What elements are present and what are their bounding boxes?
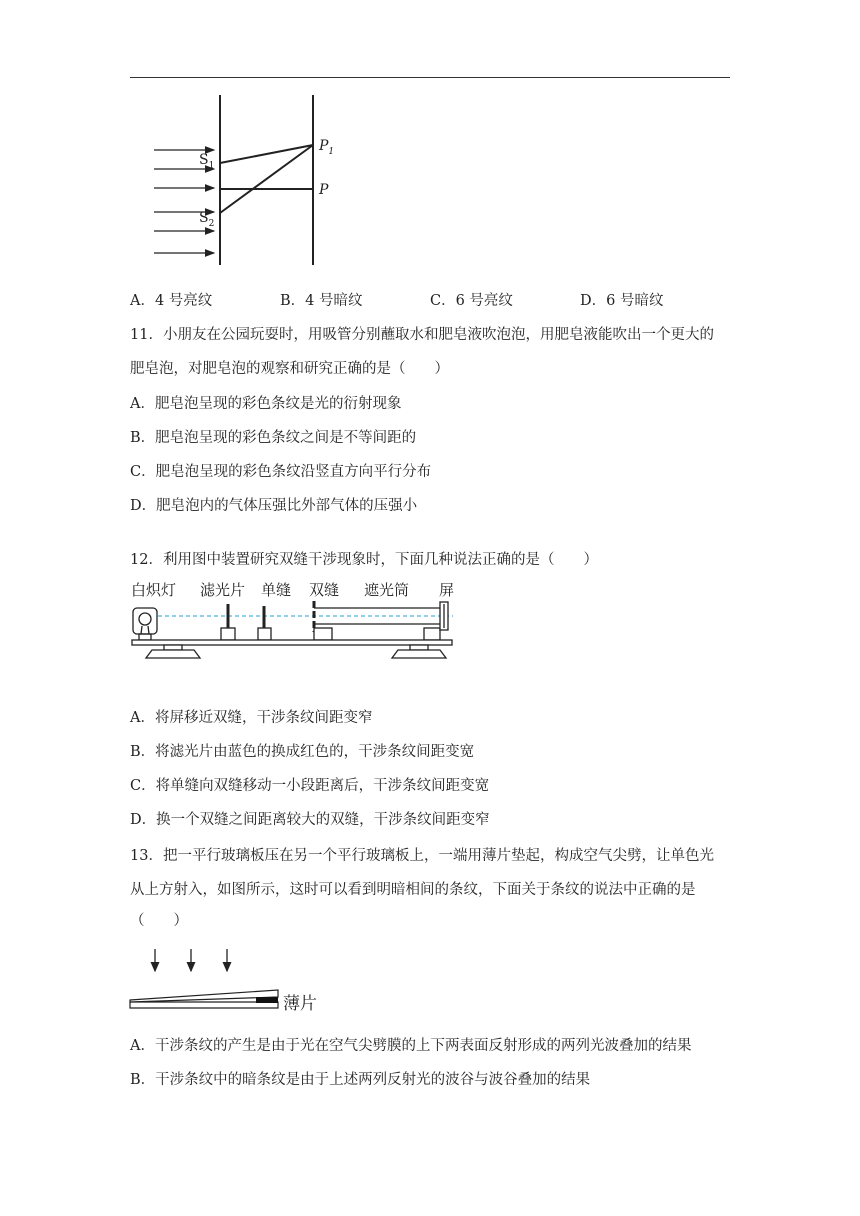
svg-text:S2: $S_2$ — [199, 210, 215, 229]
q10-option-d[interactable]: D．6 号暗纹 — [580, 293, 664, 309]
q10-option-c[interactable]: C．6 号亮纹 — [430, 293, 513, 309]
glass-plates — [130, 990, 278, 1008]
q11-option-c[interactable]: C．肥皂泡呈现的彩色条纹沿竖直方向平行分布 — [130, 464, 432, 480]
q11-option-b[interactable]: B．肥皂泡呈现的彩色条纹之间是不等间距的 — [130, 430, 417, 446]
q11-option-a[interactable]: A．肥皂泡呈现的彩色条纹是光的衍射现象 — [130, 396, 402, 412]
q10-option-b[interactable]: B．4 号暗纹 — [280, 293, 363, 309]
q12-option-c[interactable]: C．将单缝向双缝移动一小段距离后，干涉条纹间距变宽 — [130, 778, 490, 794]
svg-text:白炽灯: 白炽灯 — [131, 581, 177, 599]
light-shield-tube — [314, 601, 440, 640]
q10-option-a[interactable]: A．4 号亮纹 — [130, 293, 213, 309]
svg-text:P: P — [319, 182, 329, 198]
svg-text:滤光片: 滤光片 — [200, 581, 246, 599]
svg-text:薄片: 薄片 — [283, 994, 317, 1014]
svg-text:屏: 屏 — [439, 581, 455, 599]
filter-holder — [221, 604, 235, 640]
thin-sheet — [256, 997, 278, 1003]
air-wedge-diagram — [128, 945, 358, 1020]
svg-text:P1: $P_1$ — [319, 138, 335, 157]
q11-option-d[interactable]: D．肥皂泡内的气体压强比外部气体的压强小 — [130, 498, 418, 514]
light-paths — [220, 145, 313, 213]
double-slit-apparatus-diagram — [128, 578, 460, 662]
q13-stem-line-1: 13．把一平行玻璃板压在另一个平行玻璃板上，一端用薄片垫起，构成空气尖劈，让单色光 — [130, 848, 714, 864]
svg-text:S1: $S_1$ — [199, 152, 215, 171]
q13-stem-line-2: 从上方射入，如图所示，这时可以看到明暗相间的条纹，下面关于条纹的说法中正确的是 — [130, 882, 696, 898]
q12-option-a[interactable]: A．将屏移近双缝，干涉条纹间距变窄 — [130, 710, 373, 726]
svg-text:双缝: 双缝 — [309, 581, 340, 599]
optical-rail — [132, 640, 452, 658]
q12-option-b[interactable]: B．将滤光片由蓝色的换成红色的，干涉条纹间距变宽 — [130, 744, 475, 760]
single-slit-holder — [258, 606, 271, 640]
q12-option-d[interactable]: D．换一个双缝之间距离较大的双缝，干涉条纹间距变窄 — [130, 812, 490, 828]
header-rule — [130, 77, 730, 78]
svg-text:遮光筒: 遮光筒 — [364, 581, 410, 599]
svg-text:单缝: 单缝 — [261, 581, 292, 599]
double-slit-diagram — [148, 95, 358, 270]
q11-stem-line-2: 肥皂泡，对肥皂泡的观察和研究正确的是（ ） — [130, 361, 449, 377]
q11-stem-line-1: 11．小朋友在公园玩耍时，用吸管分别蘸取水和肥皂液吹泡泡，用肥皂液能吹出一个更大的 — [130, 327, 714, 343]
q12-stem: 12．利用图中装置研究双缝干涉现象时，下面几种说法正确的是（ ） — [130, 552, 598, 568]
q13-stem-line-3: （ ） — [130, 913, 188, 929]
incident-light-arrows — [155, 949, 227, 971]
lamp-icon — [133, 608, 157, 640]
q13-option-b[interactable]: B．干涉条纹中的暗条纹是由于上述两列反射光的波谷与波谷叠加的结果 — [130, 1072, 591, 1088]
q13-option-a[interactable]: A．干涉条纹的产生是由于光在空气尖劈膜的上下两表面反射形成的两列光波叠加的结果 — [130, 1038, 692, 1054]
screen-holder — [440, 602, 448, 630]
